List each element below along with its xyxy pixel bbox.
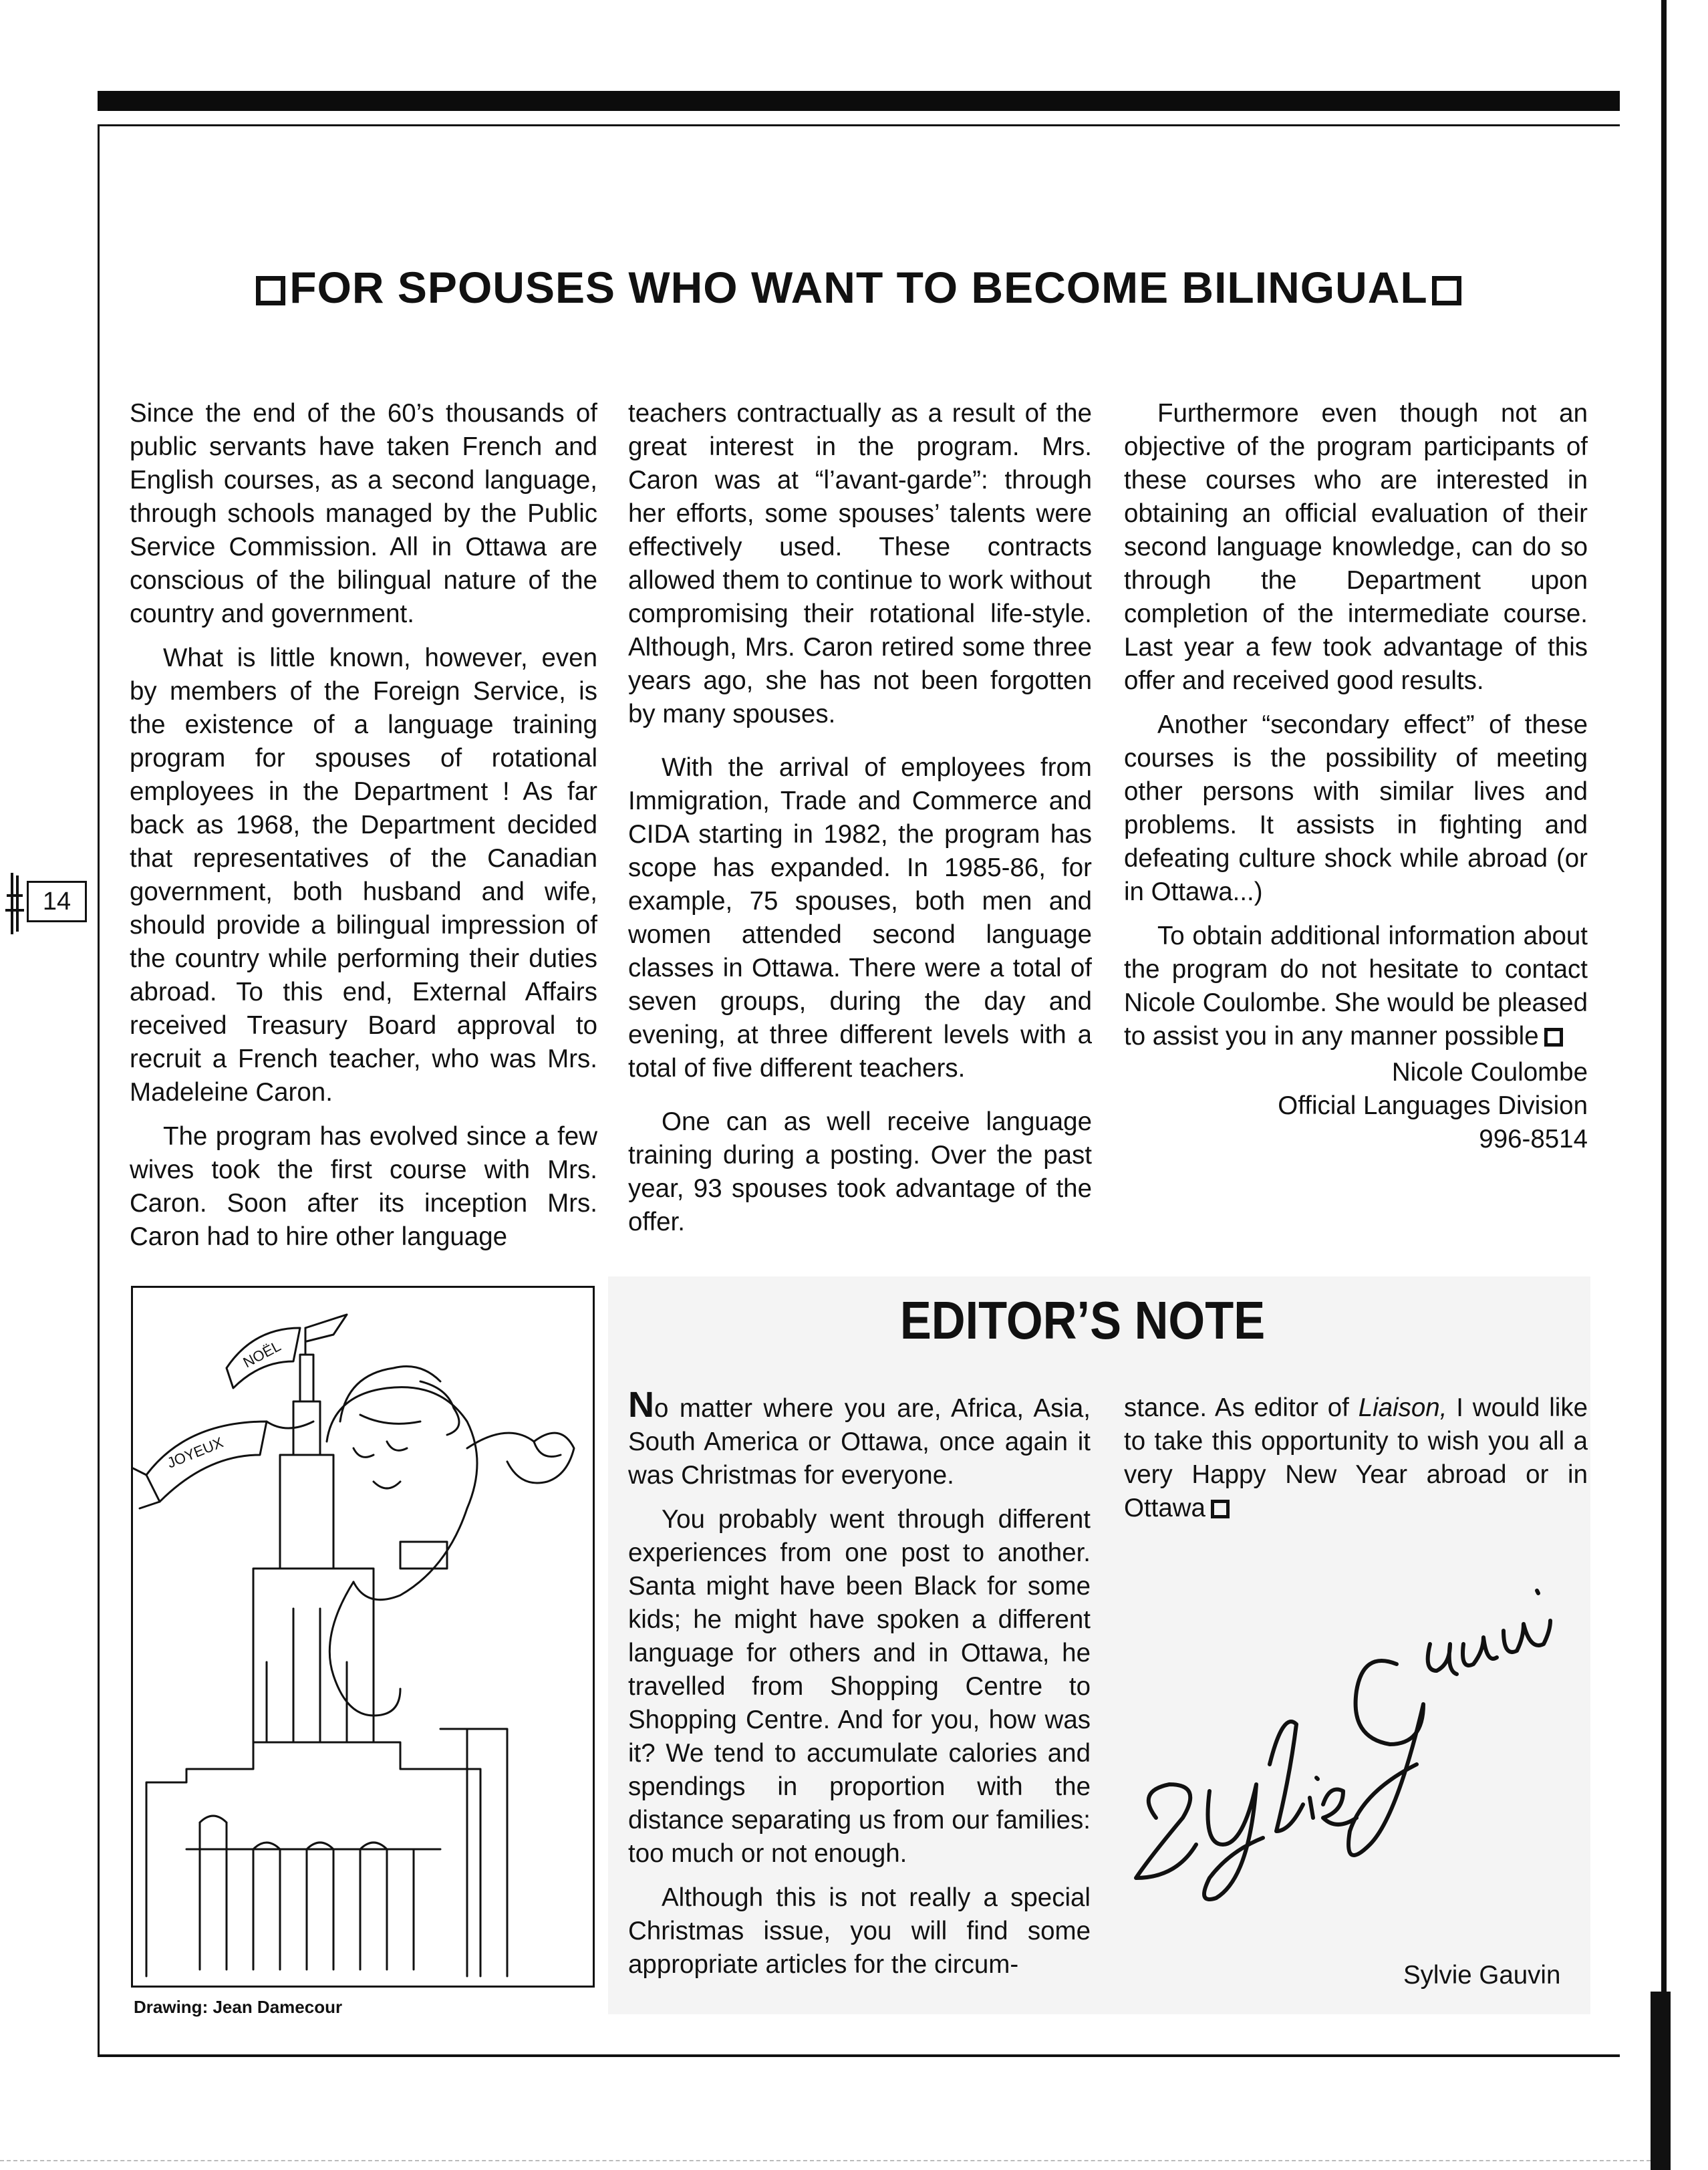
article-column-2 [628, 397, 1092, 1250]
article-column-1 [130, 397, 597, 1264]
paragraph: Although this is not really a special Christmas issue, you will find some appropriate articles for the circum- [628, 1883, 1091, 1979]
page-tab-marks [3, 869, 27, 938]
paragraph: To obtain additional information about the program do not hesitate to contact Nicole Coulombe. She would be pleased to assist you in any manner possible [1124, 922, 1588, 1051]
page-number: 14 [27, 881, 87, 922]
frame-top-line [98, 124, 1620, 126]
paragraph: You probably went through different experiences from one post to another. Santa might have been Black for some kids; he might have spoken a different language for others and in Ottawa, he travelled from Shopping Centre to Shopping Centre. And for you, how was it? We tend to accumulate calories and spendings in proportion with the distance separating us from our families: too much or not enough. [628, 1505, 1091, 1868]
handwritten-signature [1109, 1564, 1590, 1911]
paragraph: One can as well receive language training during a posting. Over the past year, 93 spouses took advantage of the offer. [628, 1107, 1092, 1236]
square-bullet-icon [256, 276, 285, 305]
frame-left-line [98, 124, 100, 2056]
author-name: Nicole Coulombe [1391, 1058, 1588, 1087]
article-title: FOR SPOUSES WHO WANT TO BECOME BILINGUAL [98, 262, 1620, 313]
square-end-icon [1544, 1028, 1563, 1047]
article-column-3 [1124, 397, 1588, 1156]
frame-bottom-line [98, 2054, 1620, 2057]
svg-text:JOYEUX: JOYEUX [164, 1434, 226, 1472]
paragraph: Since the end of the 60’s thousands of public servants have taken French and English courses, as a second language, through schools managed by the Public Service Commission. All in Ottawa are conscious of the bilingual nature of the country and government. [130, 399, 597, 628]
article-signature [1124, 1056, 1588, 1156]
square-bullet-icon [1432, 276, 1461, 305]
paragraph: Furthermore even though not an objective of the program participants of these courses who are interested in obtaining an official evaluation of their second language knowledge, can do so through the Department upon completion of the intermediate course. Last year a few took advantage of this offer and received good results. [1124, 399, 1588, 695]
santa-skyscraper-illustration [133, 1288, 593, 1986]
paragraph: What is little known, however, even by members of the Foreign Service, is the existence of a language training program for spouses of rotational employees in the Department ! As far back as 1968, the Department decided that representatives of the Canadian government, both husband and wife, should provide a bilingual impression of the country while performing their duties abroad. To this end, External Affairs received Treasury Board approval to recruit a French teacher, who was Mrs. Madeleine Caron. [130, 644, 597, 1107]
binding-edge-lower [1651, 1992, 1671, 2170]
author-phone: 996-8514 [1479, 1125, 1588, 1154]
page-bottom-edge [0, 2160, 1651, 2163]
svg-text:NOËL: NOËL [240, 1337, 284, 1371]
drawing-caption: Drawing: Jean Damecour [134, 1997, 343, 2017]
paragraph: stance. As editor of Liaison, I would like to take this opportunity to wish you all a very Happy New Year abroad or in Ottawa [1124, 1393, 1588, 1522]
author-division: Official Languages Division [1278, 1091, 1588, 1120]
editors-note-column-1 [628, 1385, 1091, 1992]
paragraph: No matter where you are, Africa, Asia, South America or Ottawa, once again it was Christmas for everyone. [628, 1385, 1091, 1490]
paragraph: The program has evolved since a few wives took the first course with Mrs. Caron. Soon after its inception Mrs. Caron had to hire other language [130, 1122, 597, 1251]
square-end-icon [1211, 1500, 1230, 1518]
signer-name: Sylvie Gauvin [1403, 1961, 1561, 1990]
binding-edge [1661, 0, 1667, 2170]
paragraph: With the arrival of employees from Immigration, Trade and Commerce and CIDA starting in 1982, the program has scope has expanded. In 1985-86, for example, 75 spouses, both men and women attended second language classes in Ottawa. There were a total of seven groups, during the day and evening, at three different levels with a total of five different teachers. [628, 753, 1092, 1083]
drop-cap: N [628, 1385, 654, 1425]
paragraph: teachers contractually as a result of the great interest in the program. Mrs. Caron was at “l’avant-garde”: through her efforts, some spouses’ talents were effectively used. These contracts allowed them to continue to work without compromising their rotational life-style. Although, Mrs. Caron retired some three years ago, she has not been forgotten by many spouses. [628, 399, 1092, 728]
drawing-box [131, 1286, 595, 1988]
editors-note-column-2 [1124, 1391, 1588, 1536]
editors-note-title: EDITOR’S NOTE [899, 1291, 1266, 1350]
top-rule [98, 91, 1620, 111]
paragraph: Another “secondary effect” of these courses is the possibility of meeting other persons with similar lives and problems. It assists in fighting and defeating culture shock while abroad (or in Ottawa...) [1124, 710, 1588, 906]
